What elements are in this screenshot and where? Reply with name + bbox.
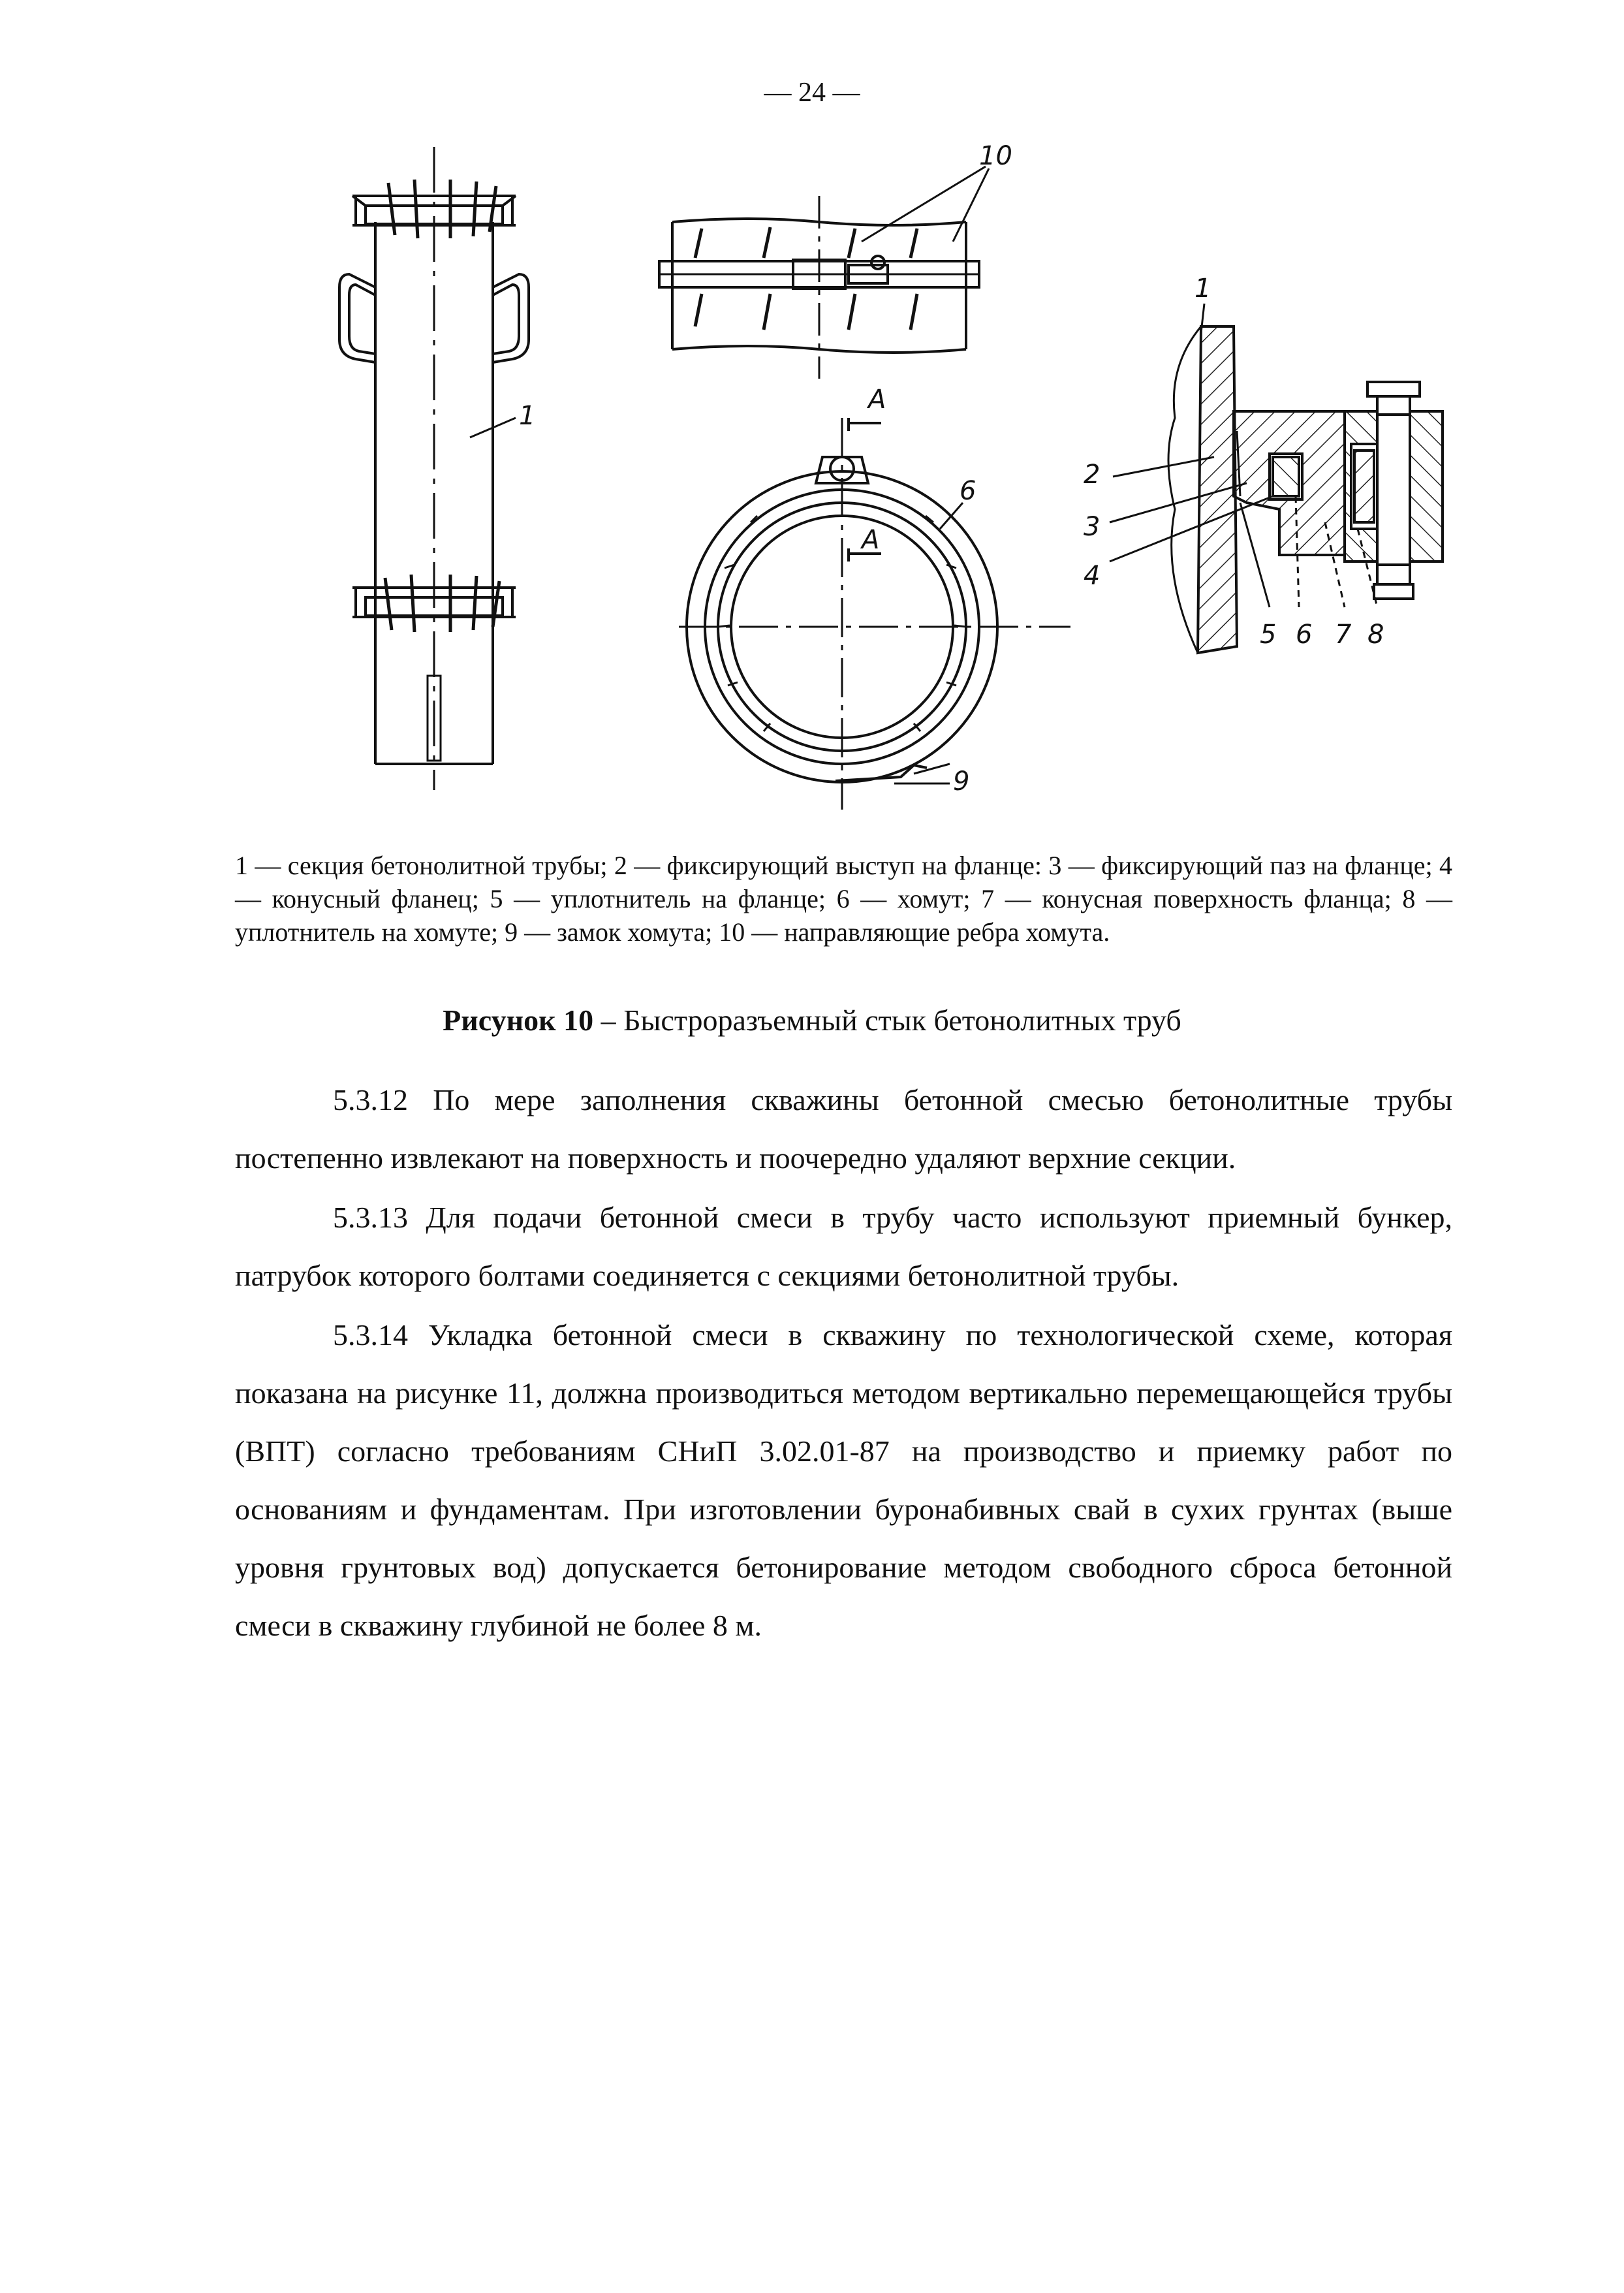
figure-caption — [0, 1003, 1624, 1037]
label-5: 5 — [1260, 620, 1277, 650]
clamp-ring-section-view — [679, 418, 1070, 810]
label-2: 2 — [1084, 460, 1101, 490]
paragraph-5-3-12: 5.3.12 По мере заполнения скважины бетонной смесью бетонолитные трубы постепенно извлекают на поверхность и поочередно удаляют верхние секции. — [235, 1083, 1452, 1175]
flange-detail-view — [1110, 304, 1443, 653]
clamp-elevation-view — [659, 166, 989, 379]
label-9: 9 — [953, 767, 970, 797]
section-mark-a-top: А — [868, 385, 886, 415]
page-number: — 24 — — [764, 78, 860, 108]
label-4: 4 — [1084, 561, 1101, 591]
pipe-section-view — [339, 147, 529, 790]
label-1-detail: 1 — [1195, 274, 1211, 304]
figure-legend: 1 — секция бетонолитной трубы; 2 — фиксирующий выступ на фланце: 3 — фиксирующий паз на фланце; 4 — конусный фланец; 5 — уплотнитель на фланце; 6 — хомут; 7 — конусная поверхность фланца; 8 — уплотнитель на хомуте; 9 — замок хомута; 10 — направляющие ребра хомута. — [235, 851, 1452, 947]
label-1-section: 1 — [519, 401, 536, 431]
label-6-detail: 6 — [1296, 620, 1313, 650]
figure-10-drawing — [0, 0, 1624, 849]
caption-label: Рисунок 10 — [443, 1004, 594, 1037]
label-3: 3 — [1084, 512, 1101, 542]
pipe-joint-technical-drawing — [0, 0, 1624, 849]
label-10-ribs: 10 — [979, 141, 1012, 171]
body-text — [235, 1071, 1452, 1656]
caption-text: – Быстроразъемный стык бетонолитных труб — [593, 1004, 1181, 1037]
label-6-ring: 6 — [960, 476, 976, 506]
paragraph-5-3-13: 5.3.13 Для подачи бетонной смеси в трубу часто используют приемный бункер, патрубок которого болтами соединяется с секциями бетонолитной трубы. — [235, 1201, 1452, 1292]
section-mark-a-mid: А — [862, 525, 880, 555]
label-8: 8 — [1367, 620, 1384, 650]
paragraph-5-3-14: 5.3.14 Укладка бетонной смеси в скважину по технологической схеме, которая показана на рисунке 11, должна производиться методом вертикально перемещающейся трубы (ВПТ) согласно требованиям СНиП 3.02.01-87 на производство и приемку работ по основаниям и фундаментам. При изготовлении буронабивных свай в сухих грунтах (выше уровня грунтовых вод) допускается бетонирование методом свободного сброса бетонной смеси в скважину глубиной не более 8 м. — [235, 1318, 1452, 1642]
label-7: 7 — [1335, 620, 1352, 650]
